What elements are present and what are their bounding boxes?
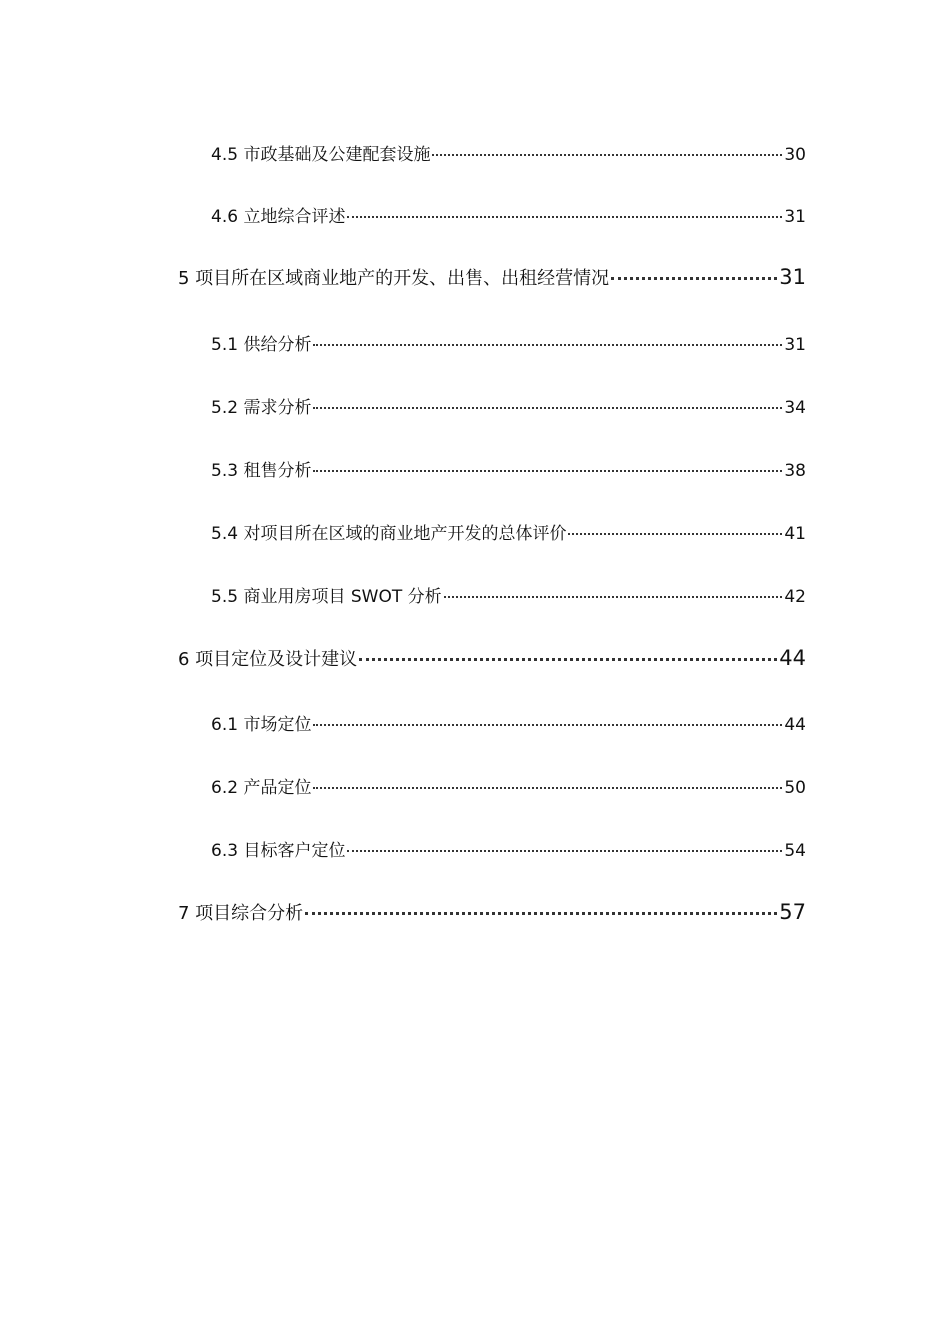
toc-entry-label: 4.5 市政基础及公建配套设施 <box>211 145 431 165</box>
toc-entry-page: 42 <box>784 587 806 607</box>
toc-dot-leader <box>313 787 782 789</box>
toc-entry-page: 41 <box>784 524 806 544</box>
toc-dot-leader <box>444 596 783 598</box>
toc-entry-5-5[interactable] <box>211 582 806 607</box>
toc-entry-label: 5.3 租售分析 <box>211 461 312 481</box>
toc-entry-page: 54 <box>784 841 806 861</box>
toc-dot-leader <box>359 658 777 661</box>
toc-entry-label: 7 项目综合分析 <box>178 903 304 924</box>
toc-dot-leader <box>347 216 782 218</box>
toc-entry-page: 44 <box>779 646 806 670</box>
toc-dot-leader <box>313 407 782 409</box>
toc-entry-page: 57 <box>779 900 806 924</box>
toc-entry-page: 44 <box>784 715 806 735</box>
toc-dot-leader <box>347 850 782 852</box>
toc-entry-4-5[interactable] <box>211 140 806 165</box>
toc-entry-7[interactable] <box>178 899 806 925</box>
toc-dot-leader <box>313 344 782 346</box>
toc-entry-label: 4.6 立地综合评述 <box>211 207 346 227</box>
toc-entry-5-3[interactable] <box>211 456 806 481</box>
toc-dot-leader <box>313 724 782 726</box>
toc-entry-label: 6.3 目标客户定位 <box>211 841 346 861</box>
toc-entry-page: 38 <box>784 461 806 481</box>
toc-entry-4-6[interactable] <box>211 202 806 227</box>
toc-entry-label: 5.4 对项目所在区域的商业地产开发的总体评价 <box>211 524 567 544</box>
toc-entry-5-2[interactable] <box>211 393 806 418</box>
toc-entry-page: 30 <box>784 145 806 165</box>
toc-dot-leader <box>568 533 782 535</box>
toc-dot-leader <box>611 277 777 280</box>
toc-entry-page: 31 <box>784 335 806 355</box>
toc-entry-label: 6.1 市场定位 <box>211 715 312 735</box>
toc-dot-leader <box>305 912 777 915</box>
toc-entry-6-3[interactable] <box>211 836 806 861</box>
toc-entry-label: 5 项目所在区域商业地产的开发、出售、出租经营情况 <box>178 268 610 289</box>
toc-entry-6-2[interactable] <box>211 773 806 798</box>
toc-dot-leader <box>313 470 782 472</box>
toc-entry-page: 50 <box>784 778 806 798</box>
toc-entry-5[interactable] <box>178 264 806 290</box>
toc-entry-5-4[interactable] <box>211 519 806 544</box>
toc-entry-label: 5.1 供给分析 <box>211 335 312 355</box>
toc-entry-label: 6.2 产品定位 <box>211 778 312 798</box>
toc-entry-label: 5.5 商业用房项目 SWOT 分析 <box>211 587 442 607</box>
toc-entry-5-1[interactable] <box>211 330 806 355</box>
toc-entry-label: 5.2 需求分析 <box>211 398 312 418</box>
toc-entry-6[interactable] <box>178 645 806 671</box>
toc-entry-page: 31 <box>779 265 806 289</box>
toc-entry-label: 6 项目定位及设计建议 <box>178 649 358 670</box>
toc-entry-page: 31 <box>784 207 806 227</box>
toc-entry-6-1[interactable] <box>211 710 806 735</box>
toc-dot-leader <box>432 154 782 156</box>
toc-entry-page: 34 <box>784 398 806 418</box>
